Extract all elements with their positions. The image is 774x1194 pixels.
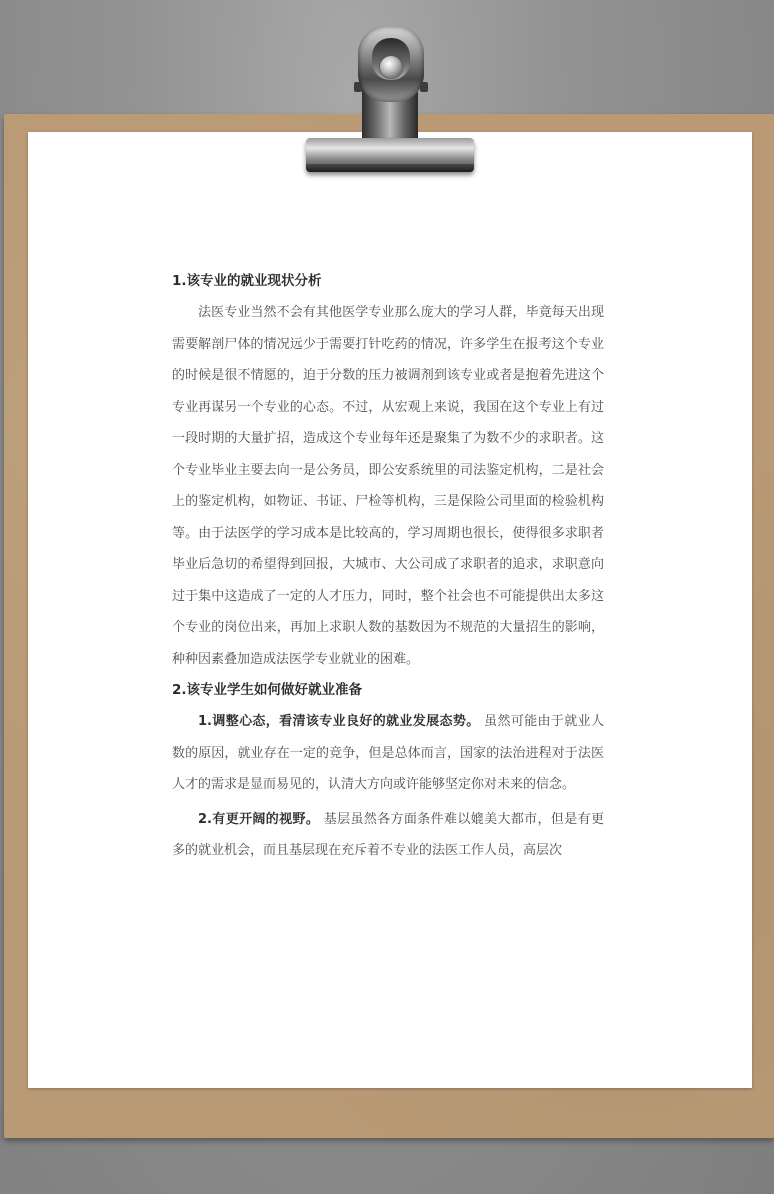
list-item-1-text: 虽然可能由于就业人数的原因，就业存在一定的竞争，但是总体而言，国家的法治进程对于法医人才的需求是显而易见的，认清大方向或许能够坚定你对未来的信念。 <box>172 714 605 792</box>
list-item-2 <box>172 804 604 867</box>
binder-clip-icon <box>300 26 480 178</box>
section-heading-2: 2.该专业学生如何做好就业准备 <box>172 682 363 698</box>
clip-wire-right <box>420 82 428 92</box>
document-content <box>172 266 604 867</box>
clip-wire-left <box>354 82 362 92</box>
list-item-2-text: 基层虽然各方面条件难以媲美大都市，但是有更多的就业机会，而且基层现在充斥着不专业的法医工作人员，高层次 <box>172 811 604 858</box>
list-item-2-lead: 2.有更开阔的视野。 <box>198 811 320 827</box>
list-item-1-lead: 1.调整心态，看清该专业良好的就业发展态势。 <box>198 714 480 729</box>
list-item-1 <box>172 706 604 801</box>
paragraph-employment-status: 法医专业当然不会有其他医学专业那么庞大的学习人群，毕竟每天出现需要解剖尸体的情况远少于需要打针吃药的情况，许多学生在报考这个专业的时候是很不情愿的，迫于分数的压力被调剂到该专业或者是抱着先进这个专业再谋另一个专业的心态。不过，从宏观上来说，我国在这个专业上有过一段时期的大量扩招，造成这个专业每年还是聚集了为数不少的求职者。这个专业毕业主要去向一是公务员，即公安系统里的司法鉴定机构，二是社会上的鉴定机构，如物证、书证、尸检等机构，三是保险公司里面的检验机构等。由于法医学的学习成本是比较高的，学习周期也很长，使得很多求职者毕业后急切的希望得到回报，大城市、大公司成了求职者的追求，求职意向过于集中这造成了一定的人才压力，同时，整个社会也不可能提供出太多这个专业的岗位出来，再加上求职人数的基数因为不规范的大量招生的影响，种种因素叠加造成法医学专业就业的困难。 <box>172 305 604 667</box>
section-heading-1: 1.该专业的就业现状分析 <box>172 273 322 289</box>
clip-plate-edge <box>306 164 474 172</box>
clip-rivet <box>380 56 402 78</box>
